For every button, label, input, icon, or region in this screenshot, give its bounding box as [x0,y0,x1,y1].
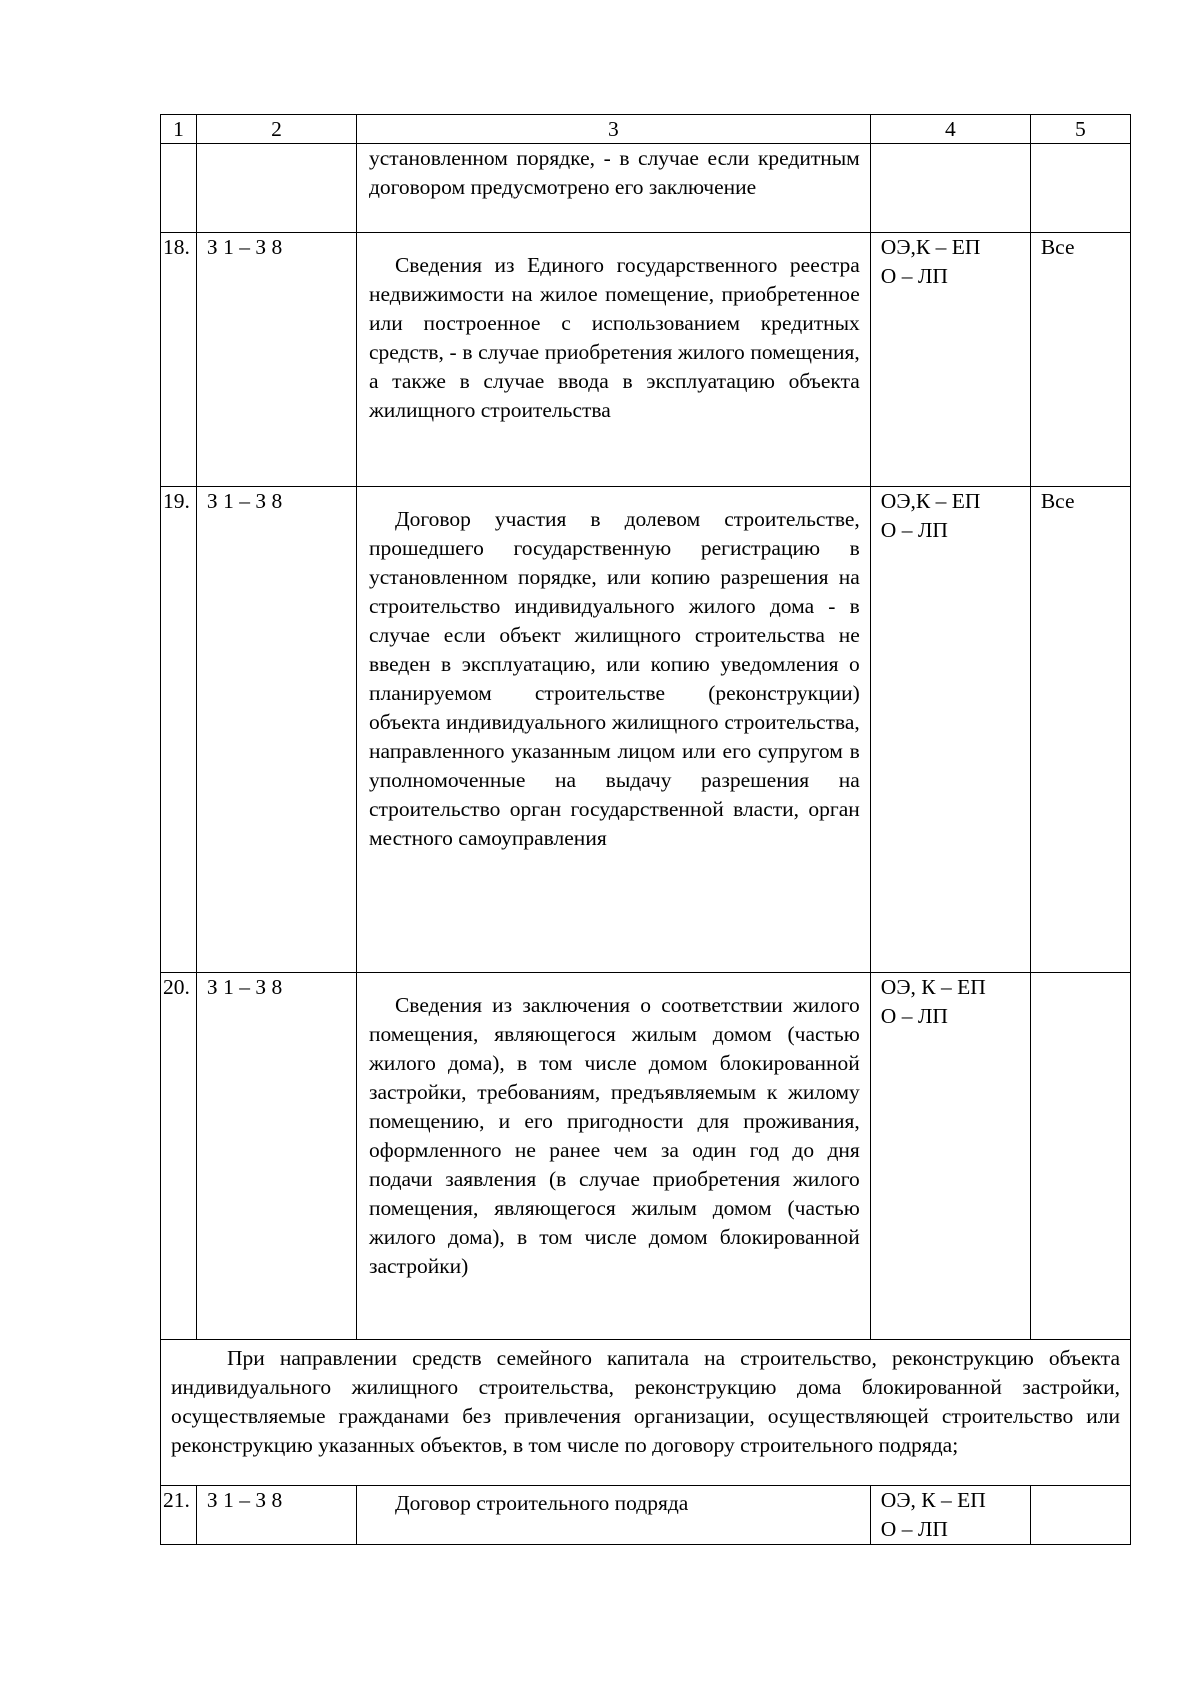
section-note-row [161,1340,1131,1486]
column-header: 4 [870,115,1030,144]
document-description: Сведения из Единого государственного реестра недвижимости на жилое помещение, приобретенное или построенное с использованием кредитных средств, - в случае приобретения жилого помещения, а также в случае ввода в эксплуатацию объекта жилищного строительства [368,253,860,422]
submission-method [870,1486,1030,1545]
row-number: 19. [161,487,197,973]
category-code: З 1 – З 8 [196,233,356,487]
row-number: 20. [161,973,197,1340]
applicable-to [1030,973,1130,1340]
method-line: ОЭ,К – ЕП [880,235,981,259]
document-description: Сведения из заключения о соответствии жилого помещения, являющегося жилым домом (частью жилого дома), в том числе домом блокированной застройки, требованиям, предъявляемым к жилому помещению, и его пригодности для проживания, оформленного не ранее чем за один год до дня подачи заявления (в случае приобретения жилого помещения, являющегося жилым домом (частью жилого дома), в том числе домом блокированной застройки) [368,993,860,1278]
column-number-row [161,115,1131,144]
table-row [161,973,1131,1340]
method-line: О – ЛП [880,264,948,288]
method-line: ОЭ,К – ЕП [880,489,981,513]
column-header: 2 [196,115,356,144]
category-code: З 1 – З 8 [196,1486,356,1545]
table-row [161,487,1131,973]
method-line: О – ЛП [880,1517,948,1541]
document-description: Договор участия в долевом строительстве, прошедшего государственную регистрацию в установленном порядке, или копию разрешения на строительство индивидуального жилого дома - в случае если объект жилищного строительства не введен в эксплуатацию, или копию уведомления о планируемом строительстве (реконструкции) объекта индивидуального жилищного строительства, направленного указанным лицом или его супругом в уполномоченные на выдачу разрешения на строительство орган государственной власти, орган местного самоуправления [368,507,860,850]
submission-method [870,233,1030,487]
category-code: З 1 – З 8 [196,973,356,1340]
method-line: О – ЛП [880,518,948,542]
requirements-table [160,114,1131,1545]
section-note: При направлении средств семейного капитала на строительство, реконструкцию объекта индивидуального жилищного строительства, реконструкцию дома блокированной застройки, осуществляемые гражданами без привлечения организации, осуществляющей строительство или реконструкцию указанных объектов, в том числе по договору строительного подряда; [171,1346,1120,1457]
applicable-to: Все [1030,233,1130,487]
method-line: ОЭ, К – ЕП [880,1488,986,1512]
column-header: 5 [1030,115,1130,144]
column-header: 3 [356,115,870,144]
submission-method [870,973,1030,1340]
document-description: Договор строительного подряда [394,1491,689,1515]
table-row [161,233,1131,487]
table-row-continuation [161,144,1131,233]
table-row [161,1486,1131,1545]
row-number: 21. [161,1486,197,1545]
applicable-to [1030,1486,1130,1545]
category-code: З 1 – З 8 [196,487,356,973]
submission-method [870,487,1030,973]
column-header: 1 [161,115,197,144]
method-line: ОЭ, К – ЕП [880,975,986,999]
method-line: О – ЛП [880,1004,948,1028]
applicable-to: Все [1030,487,1130,973]
row-number: 18. [161,233,197,487]
document-description: установленном порядке, - в случае если кредитным договором предусмотрено его заключение [368,146,860,199]
